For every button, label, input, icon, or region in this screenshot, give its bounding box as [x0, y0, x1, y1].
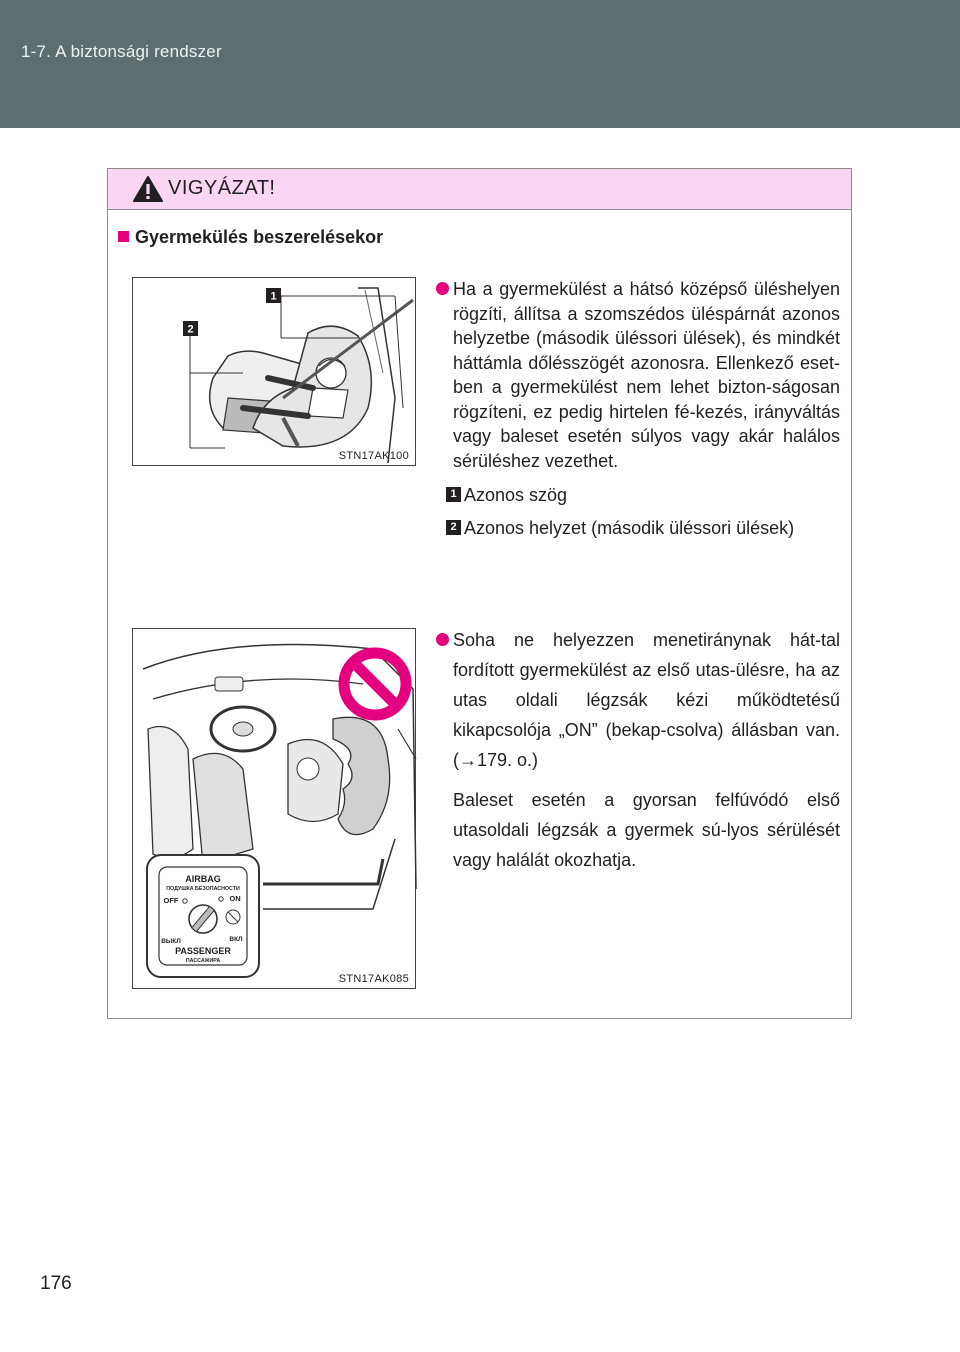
caution-header — [108, 169, 851, 210]
panel-airbag-label: AIRBAG — [185, 874, 221, 884]
caution-box — [107, 168, 852, 1019]
bullet-paragraph-2: Soha ne helyezzen menetiránynak hát-tal fordított gyermekülést az első utas-ülésre, ha az utas oldali légzsák kézi működtetésű kikapcsolója „ON” (bekap-csolva) állásban van. (→179. o.) — [436, 625, 840, 775]
page-number: 176 — [40, 1273, 72, 1294]
list-item: 1 Azonos szög — [436, 483, 840, 508]
round-bullet-icon — [436, 633, 449, 646]
bullet-paragraph-1: Ha a gyermekülést a hátsó középső üléshelyen rögzíti, állítsa a szomszédos üléspárnát azonos helyzetbe (második üléssori ülések), és mindkét háttámla dőlésszögét azonosra. Ellenkező eset-ben a gyermekülést nem lehet bizton-ságosan rögzíteni, ez pedig hirtelen fé-kezés, irányváltás vagy baleset esetén súlyos vagy akár halálos sérüléshez vezethet. — [436, 277, 840, 473]
panel-off-label: OFF — [163, 896, 179, 905]
panel-airbag-ru-label: ПОДУШКА БЕЗОПАСНОСТИ — [166, 886, 240, 892]
number-badge: 2 — [446, 520, 461, 535]
warning-triangle-icon — [132, 175, 164, 203]
square-bullet-icon — [118, 231, 129, 242]
header-band — [0, 0, 960, 128]
paragraph: Baleset esetén a gyorsan felfúvódó első utasoldali légzsák a gyermek sú-lyos sérülését vagy halálát okozhatja. — [453, 790, 840, 870]
caution-title: VIGYÁZAT! — [168, 177, 276, 199]
figure-code: STN17AK100 — [338, 450, 409, 462]
panel-passenger-label: PASSENGER — [175, 946, 231, 956]
figure-child-seat-angle — [132, 277, 416, 466]
section-title: 1-7. A biztonsági rendszer — [21, 42, 222, 61]
text-column — [436, 277, 840, 540]
callout-2: 2 — [187, 323, 194, 336]
panel-on-ru-label: ВКЛ — [229, 936, 243, 943]
figure-code: STN17AK085 — [338, 973, 409, 985]
list-item: 2 Azonos helyzet (második üléssori ülések) — [436, 516, 840, 541]
figure-airbag-warning — [132, 628, 416, 989]
panel-off-ru-label: ВЫКЛ — [161, 938, 181, 945]
section-heading: Gyermekülés beszerelésekor — [118, 227, 383, 248]
number-badge: 1 — [446, 487, 461, 502]
text-column-2 — [436, 625, 840, 875]
airbag-illustration — [133, 629, 417, 990]
callout-1: 1 — [270, 290, 277, 303]
child-seat-illustration — [133, 278, 417, 467]
panel-on-label: ON — [229, 894, 241, 903]
round-bullet-icon — [436, 282, 449, 295]
panel-passenger-ru-label: ПАССАЖИРА — [185, 958, 221, 964]
